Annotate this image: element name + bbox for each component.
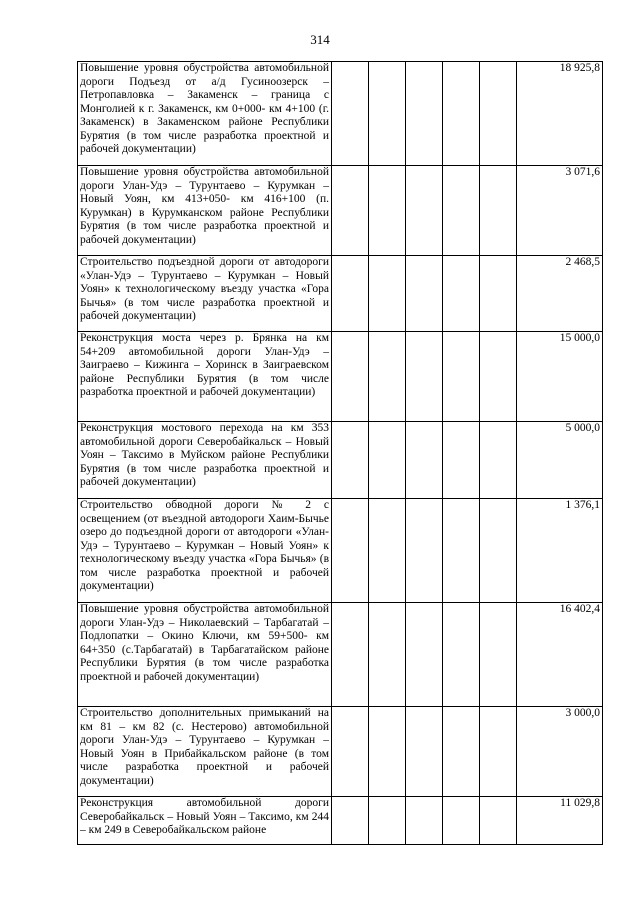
row-value: 15 000,0 <box>517 332 603 422</box>
empty-cell <box>406 332 443 422</box>
empty-cell <box>480 62 517 166</box>
empty-cell <box>332 166 369 256</box>
empty-cell <box>406 797 443 845</box>
empty-cell <box>443 603 480 707</box>
table-row <box>78 256 603 332</box>
empty-cell <box>406 499 443 603</box>
row-value: 2 468,5 <box>517 256 603 332</box>
empty-cell <box>480 499 517 603</box>
budget-table <box>77 61 603 845</box>
row-description: Реконструкция моста через р. Брянка на км 54+209 автомобильной дороги Улан-Удэ – Заиграево – Кижинга – Хоринск в Заиграевском районе Республики Бурятия (в том числе разработка проектной и рабочей документации) <box>78 332 332 422</box>
empty-cell <box>443 499 480 603</box>
table-row <box>78 707 603 797</box>
table-row <box>78 603 603 707</box>
row-description: Строительство подъездной дороги от автодороги «Улан-Удэ – Турунтаево – Курумкан – Новый Уоян» к технологическому въезду участка «Гора Бычья» (в том числе разработка проектной и рабочей документации) <box>78 256 332 332</box>
table-row <box>78 166 603 256</box>
row-description: Строительство дополнительных примыканий на км 81 – км 82 (с. Нестерово) автомобильной дороги Улан-Удэ – Турунтаево – Курумкан – Новый Уоян в Прибайкальском районе (в том числе разработка проектной и рабочей документации) <box>78 707 332 797</box>
empty-cell <box>480 256 517 332</box>
empty-cell <box>406 603 443 707</box>
empty-cell <box>332 422 369 499</box>
empty-cell <box>406 62 443 166</box>
table-row <box>78 62 603 166</box>
empty-cell <box>369 256 406 332</box>
empty-cell <box>480 422 517 499</box>
empty-cell <box>443 797 480 845</box>
row-value: 1 376,1 <box>517 499 603 603</box>
row-value: 5 000,0 <box>517 422 603 499</box>
empty-cell <box>406 166 443 256</box>
page-number: 314 <box>310 32 330 47</box>
row-description: Реконструкция мостового перехода на км 353 автомобильной дороги Северобайкальск – Новый Уоян – Таксимо в Муйском районе Республики Бурятия (в том числе разработка проектной и рабочей документации) <box>78 422 332 499</box>
empty-cell <box>369 332 406 422</box>
empty-cell <box>480 603 517 707</box>
empty-cell <box>369 166 406 256</box>
table-row <box>78 797 603 845</box>
row-value: 18 925,8 <box>517 62 603 166</box>
empty-cell <box>406 256 443 332</box>
empty-cell <box>369 603 406 707</box>
empty-cell <box>332 707 369 797</box>
empty-cell <box>480 707 517 797</box>
empty-cell <box>480 166 517 256</box>
row-description: Повышение уровня обустройства автомобильной дороги Подъезд от а/д Гусиноозерск – Петропавловка – Закаменск – граница с Монголией к г. Закаменск, км 0+000- км 4+100 (г. Закаменск) в Закаменском районе Республики Бурятия (в том числе разработка проектной и рабочей документации) <box>78 62 332 166</box>
row-value: 11 029,8 <box>517 797 603 845</box>
empty-cell <box>480 332 517 422</box>
empty-cell <box>443 256 480 332</box>
empty-cell <box>443 332 480 422</box>
empty-cell <box>443 166 480 256</box>
row-description: Строительство обводной дороги № 2 с освещением (от въездной автодороги Хаим-Бычье озеро до подъездной дороги от автодороги «Улан-Удэ – Турунтаево – Курумкан – Новый Уоян» к технологическому въезду участка «Гора Бычья» (в том числе разработка проектной и рабочей документации) <box>78 499 332 603</box>
table-row <box>78 499 603 603</box>
empty-cell <box>480 797 517 845</box>
empty-cell <box>369 707 406 797</box>
row-value: 16 402,4 <box>517 603 603 707</box>
row-description: Повышение уровня обустройства автомобильной дороги Улан-Удэ – Николаевский – Тарбагатай – Подлопатки – Окино Ключи, км 59+500- км 64+350 (с.Тарбагатай) в Тарбагатайском районе Республики Бурятия (в том числе разработка проектной и рабочей документации) <box>78 603 332 707</box>
row-description: Повышение уровня обустройства автомобильной дороги Улан-Удэ – Турунтаево – Курумкан – Новый Уоян, км 413+050- км 416+100 (п. Курумкан) в Курумканском районе Республики Бурятия (в том числе разработка проектной и рабочей документации) <box>78 166 332 256</box>
row-value: 3 000,0 <box>517 707 603 797</box>
empty-cell <box>332 62 369 166</box>
empty-cell <box>406 707 443 797</box>
empty-cell <box>332 499 369 603</box>
empty-cell <box>443 62 480 166</box>
empty-cell <box>406 422 443 499</box>
empty-cell <box>332 797 369 845</box>
row-description: Реконструкция автомобильной дороги Северобайкальск – Новый Уоян – Таксимо, км 244 – км 249 в Северобайкальском районе <box>78 797 332 845</box>
empty-cell <box>443 707 480 797</box>
empty-cell <box>369 499 406 603</box>
empty-cell <box>369 797 406 845</box>
empty-cell <box>332 256 369 332</box>
row-value: 3 071,6 <box>517 166 603 256</box>
table-row <box>78 422 603 499</box>
table-row <box>78 332 603 422</box>
empty-cell <box>332 603 369 707</box>
empty-cell <box>369 62 406 166</box>
empty-cell <box>332 332 369 422</box>
empty-cell <box>443 422 480 499</box>
empty-cell <box>369 422 406 499</box>
